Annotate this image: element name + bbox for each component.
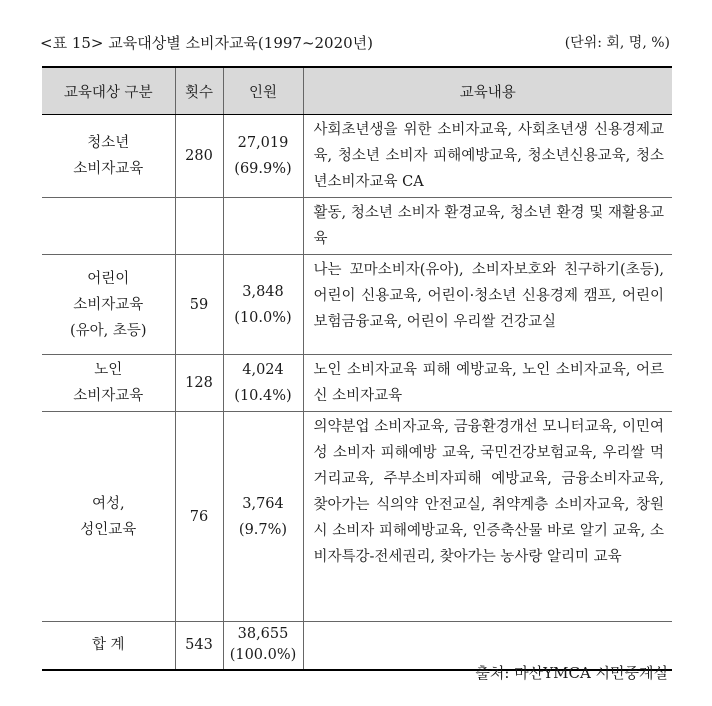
people-percent: (10.4%) [234, 388, 292, 404]
content-cell: 사회초년생을 위한 소비자교육, 사회초년생 신용경제교육, 청소년 소비자 피해예방교육, 청소년신용교육, 청소년소비자교육 CA [303, 115, 672, 198]
content-cell: 의약분업 소비자교육, 금융환경개선 모니터교육, 이민여성 소비자 피해예방 교육, 국민건강보험교육, 우리쌀 먹거리교육, 주부소비자피해 예방교육, 금융소비자교육, 찾아가는 식의약 안전교실, 취약계층 소비자교육, 창원시 소비자 피해예방교육, 인증축산물 바로 알기 교육, 소비자특강-전세권리, 찾아가는 농사랑 알리미 교육 [303, 412, 672, 622]
people-cell [223, 412, 303, 622]
category-line: 어린이 [87, 270, 130, 287]
unit-note: (단위: 회, 명, %) [564, 35, 670, 51]
category-cell [42, 412, 175, 622]
total-people [223, 622, 303, 670]
total-people-percent: (100.0%) [229, 647, 297, 664]
people-cell [223, 198, 303, 255]
people-percent: (69.9%) [234, 161, 292, 177]
category-line: 청소년 [87, 135, 130, 151]
category-cell [42, 115, 175, 198]
count-cell: 280 [175, 115, 223, 198]
header-content: 교육내용 [303, 67, 672, 115]
category-cell [42, 255, 175, 355]
table-row [42, 255, 672, 355]
people-value: 4,024 [242, 362, 284, 378]
header-category: 교육대상 구분 [42, 67, 175, 115]
category-line: 노인 [94, 362, 123, 378]
category-line: 성인교육 [80, 521, 137, 538]
count-cell: 76 [175, 412, 223, 622]
people-percent: (9.7%) [238, 521, 288, 538]
education-table [42, 66, 672, 671]
people-percent: (10.0%) [234, 309, 292, 326]
people-cell [223, 255, 303, 355]
table-row [42, 115, 672, 198]
category-line: 소비자교육 [73, 161, 144, 177]
total-count: 543 [175, 622, 223, 670]
category-cell [42, 198, 175, 255]
header-row [42, 67, 672, 115]
people-value: 27,019 [237, 135, 289, 151]
table-title: <표 15> 교육대상별 소비자교육(1997~2020년) [40, 33, 374, 52]
total-label: 합 계 [42, 622, 175, 670]
people-value: 3,848 [242, 283, 284, 300]
content-cell: 나는 꼬마소비자(유아), 소비자보호와 친구하기(초등), 어린이 신용교육, 어린이·청소년 신용경제 캠프, 어린이 보험금융교육, 어린이 우리쌀 건강교실 [303, 255, 672, 355]
category-line: 여성, [91, 495, 125, 512]
count-cell: 128 [175, 355, 223, 412]
people-cell [223, 115, 303, 198]
table-caption [40, 30, 670, 54]
people-value: 3,764 [242, 495, 284, 512]
header-people: 인원 [223, 67, 303, 115]
category-line: 소비자교육 [73, 388, 144, 404]
total-people-value: 38,655 [237, 626, 289, 643]
count-cell [175, 198, 223, 255]
source-note: 출처: 마산YMCA 시민중계실 [475, 664, 668, 682]
table-row [42, 355, 672, 412]
content-cell: 노인 소비자교육 피해 예방교육, 노인 소비자교육, 어르신 소비자교육 [303, 355, 672, 412]
category-line: (유아, 초등) [69, 322, 147, 339]
category-line: 소비자교육 [73, 296, 144, 313]
content-cell: 활동, 청소년 소비자 환경교육, 청소년 환경 및 재활용교육 [303, 198, 672, 255]
count-cell: 59 [175, 255, 223, 355]
header-count: 횟수 [175, 67, 223, 115]
category-cell [42, 355, 175, 412]
table-row [42, 198, 672, 255]
people-cell [223, 355, 303, 412]
table-row [42, 412, 672, 622]
